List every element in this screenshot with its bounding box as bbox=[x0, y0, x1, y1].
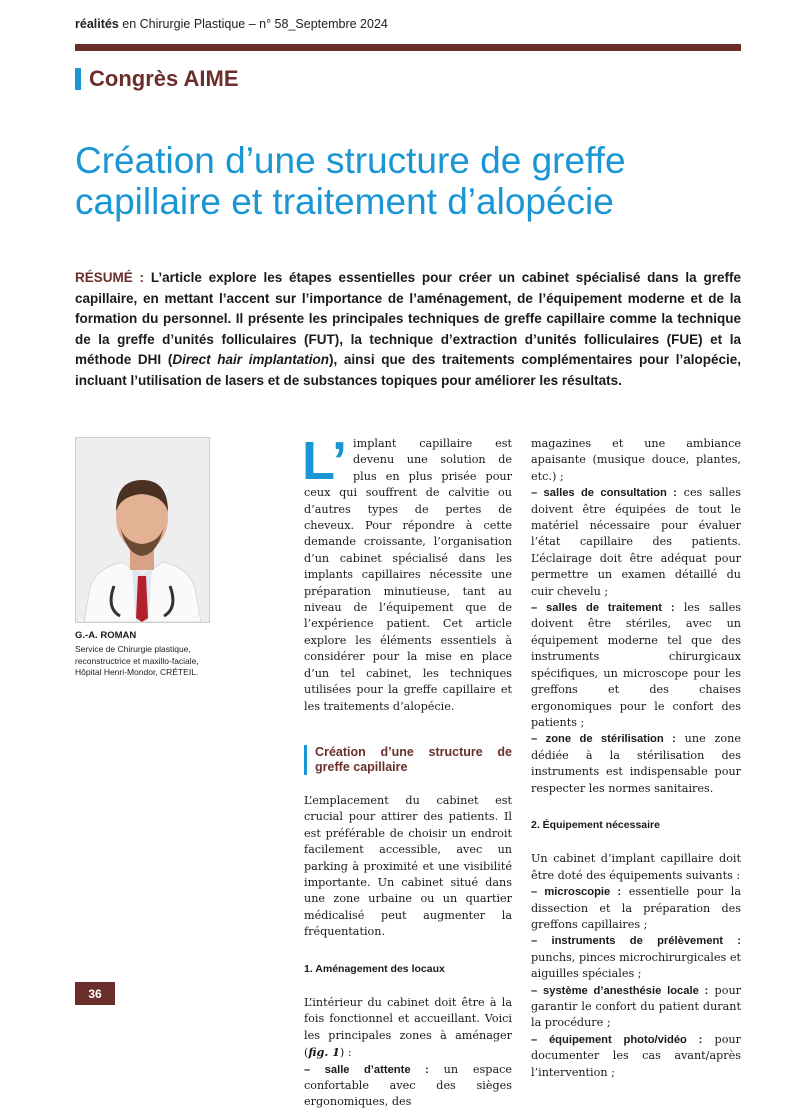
author-photo bbox=[75, 437, 210, 623]
list-item-label: – équipement photo/vidéo : bbox=[531, 1033, 703, 1046]
interior-paragraph bbox=[304, 995, 512, 1062]
body-column-2 bbox=[531, 436, 741, 1081]
intro-text: implant capillaire est devenu une solution de plus en plus prisée pour ceux qui souffrent de calvitie ou d’autres types de pertes de cheveux. Pour répondre à cette demande croissante, l’organisation d’un cabinet spécialisé dans les implants capillaires nécessite une préparation minutieuse, tant au niveau de l’équipement que de l’expérience patient. Cet article explore les éléments essentiels à considérer pour la mise en place d’un tel cabinet, les techniques utilisées pour la greffe capillaire et les traitements d’alopécie. bbox=[304, 437, 512, 713]
list-item-label: – microscopie : bbox=[531, 886, 622, 899]
abstract-text: L’article explore les étapes essentielles pour créer un cabinet spécialisé dans la greffe capillaire, en mettant l’accent sur l’importance de l’aménagement, de l’équipement moderne et de la formation du personnel. Il présente les principales techniques de greffe capillaire comme la technique de la greffe d’unités folliculaires (FUT), la technique d’extraction d’unités folliculaires (FUE) et la méthode DHI ( bbox=[75, 270, 741, 367]
section-tag-bar bbox=[75, 68, 81, 90]
list-item-text: essentielle pour la dissection et la préparation des greffons capillaires ; bbox=[531, 885, 741, 931]
subheading-bar bbox=[304, 745, 307, 775]
list-item bbox=[531, 731, 741, 797]
affiliation-line-1: Service de Chirurgie plastique, bbox=[75, 644, 191, 654]
list-item-label: – zone de stérilisation : bbox=[531, 733, 676, 746]
list-item bbox=[531, 1032, 741, 1081]
author-block bbox=[75, 630, 245, 679]
list-item bbox=[531, 884, 741, 933]
list-item bbox=[531, 983, 741, 1032]
list-item-text: ces salles doivent être équipées de tout le matériel nécessaire pour évaluer l’état capillaire des patients. L’éclairage doit être adéquat pour permettre un examen détaillé du cuir chevelu ; bbox=[531, 486, 742, 598]
figure-ref: fig. 1 bbox=[308, 1045, 340, 1060]
running-header bbox=[75, 17, 388, 31]
heading-equipement: 2. Équipement nécessaire bbox=[531, 818, 660, 831]
list-item bbox=[531, 485, 741, 600]
list-item-text: les salles doivent être stériles, avec un équipement moderne tel que des instruments chirurgicaux spécifiques, un microscope pour les greffons et des chaises ergonomiques pour le confort des patients ; bbox=[531, 601, 741, 729]
section-tag-label: Congrès AIME bbox=[89, 66, 239, 91]
affiliation-line-2: reconstructrice et maxillo-faciale, bbox=[75, 655, 199, 666]
subheading bbox=[304, 745, 512, 775]
issue-info: en Chirurgie Plastique – n° 58_Septembre 2024 bbox=[118, 17, 388, 31]
journal-name: réalités bbox=[75, 17, 119, 31]
body-column-1 bbox=[302, 431, 512, 1111]
header-rule bbox=[75, 44, 741, 51]
equipment-intro: Un cabinet d’implant capillaire doit être doté des équipements suivants : bbox=[531, 852, 741, 882]
abstract-italic: Direct hair implantation bbox=[172, 352, 329, 367]
location-paragraph: L’emplacement du cabinet est crucial pour attirer des patients. Il est préférable de choisir un endroit facilement accessible, avec un parking à proximité et une visibilité importante. Un cabinet situé dans une zone urbaine ou un quartier médicalisé peut augmenter la fréquentation. bbox=[304, 793, 512, 939]
subheading-text: Création d’une structure de greffe capillaire bbox=[315, 744, 512, 774]
list-item-label: – salles de traitement : bbox=[531, 602, 675, 615]
list-item-text: une zone dédiée à la stérilisation des instruments est indispensable pour respecter les normes sanitaires. bbox=[531, 732, 741, 795]
list-item-label: – instruments de prélèvement : bbox=[531, 935, 741, 948]
list-item-text: pour documenter les cas avant/après l’intervention ; bbox=[531, 1032, 741, 1079]
list-item-label: – salle d’attente : bbox=[304, 1063, 429, 1076]
affiliation-line-3: Hôpital Henri-Mondor, CRÉTEIL. bbox=[75, 667, 199, 677]
list-item bbox=[531, 600, 741, 731]
list-item-text: pour garantir le confort du patient durant la procédure ; bbox=[531, 983, 742, 1030]
interior-text-end: ) : bbox=[339, 1046, 352, 1060]
list-item-label: – système d’anesthésie locale : bbox=[531, 984, 709, 997]
intro-paragraph bbox=[302, 431, 512, 715]
section-tag bbox=[75, 66, 239, 92]
interior-text: L’intérieur du cabinet doit être à la fois fonctionnel et accueillant. Voici les principales zones à aménager ( bbox=[304, 995, 512, 1060]
list-item bbox=[531, 933, 741, 982]
abstract-label: RÉSUMÉ : bbox=[75, 270, 145, 285]
page-number: 36 bbox=[75, 982, 115, 1005]
author-portrait-illustration bbox=[76, 438, 209, 622]
abstract bbox=[75, 268, 741, 391]
heading-amenagement: 1. Aménagement des locaux bbox=[304, 962, 445, 975]
abstract-end: ), ainsi que des traitements complémentaires pour l’alopécie, incluant l’utilisation de lasers et de substances topiques pour améliorer les résultats. bbox=[75, 352, 741, 388]
list-item-text: un espace confortable avec des sièges ergonomiques, des bbox=[304, 1062, 512, 1109]
author-name: G.-A. ROMAN bbox=[75, 630, 137, 641]
list-item bbox=[304, 1062, 512, 1111]
article-title: Création d’une structure de greffe capillaire et traitement d’alopécie bbox=[75, 140, 626, 222]
author-affiliation bbox=[75, 644, 245, 679]
list-item-label: – salles de consultation : bbox=[531, 487, 677, 500]
continued-text: magazines et une ambiance apaisante (musique douce, plantes, etc.) ; bbox=[531, 437, 741, 483]
drop-cap: L’ bbox=[302, 431, 348, 491]
list-item-text: punchs, pinces microchirurgicales et aiguilles spéciales ; bbox=[531, 950, 741, 981]
